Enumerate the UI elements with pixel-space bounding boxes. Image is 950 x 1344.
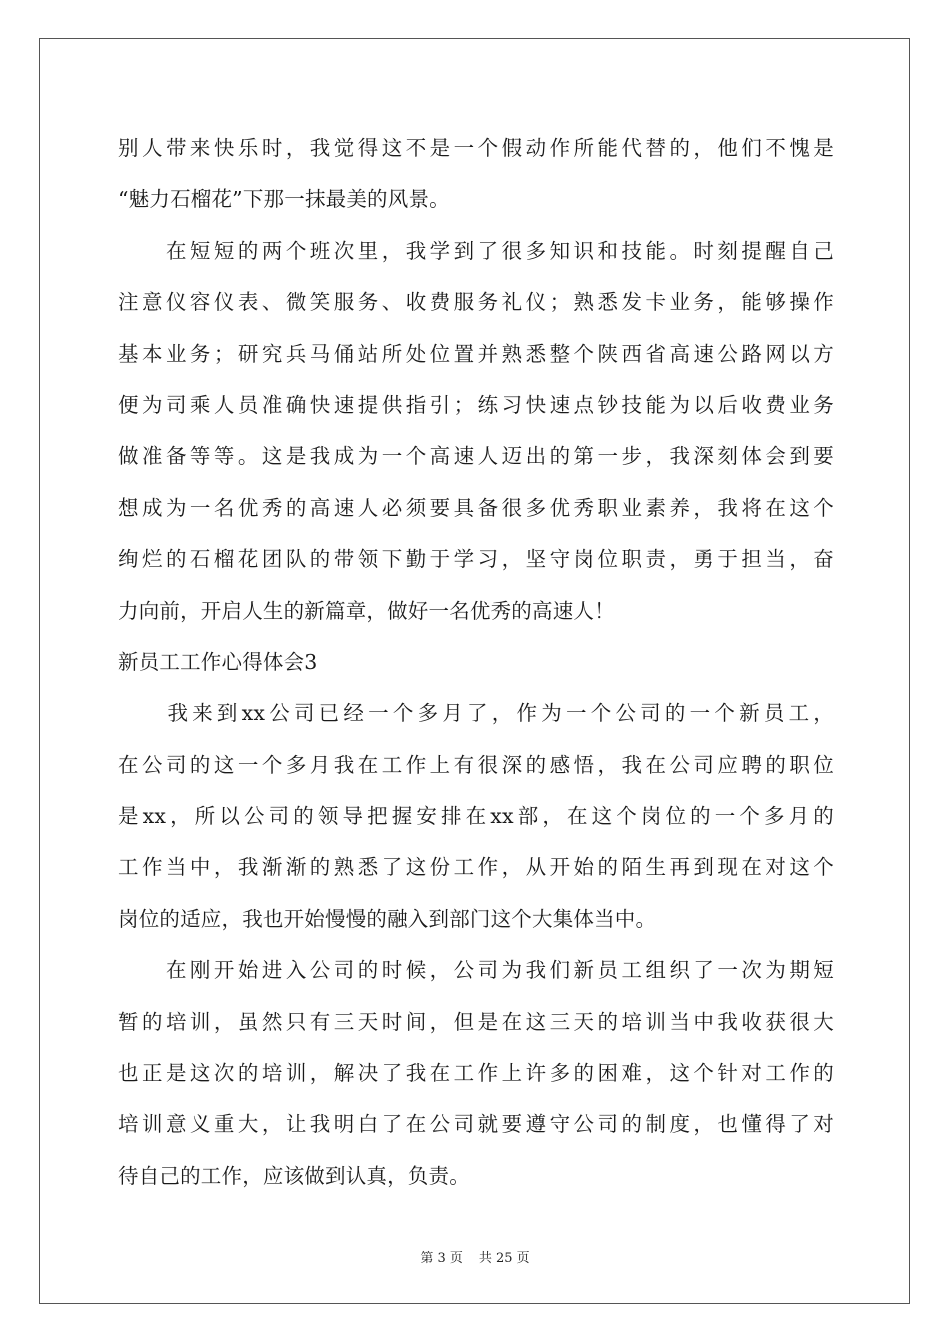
text-line: 做准备等等。这是我成为一个高速人迈出的第一步，我深刻体会到要 xyxy=(118,444,834,469)
page-footer xyxy=(0,1247,950,1266)
section-heading: 新员工工作心得体会3 xyxy=(118,649,318,674)
text-line: 绚烂的石榴花团队的带领下勤于学习，坚守岗位职责，勇于担当，奋 xyxy=(118,547,834,572)
text-line: 注意仪容仪表、微笑服务、收费服务礼仪；熟悉发卡业务，能够操作 xyxy=(118,290,834,315)
text-line: 是xx，所以公司的领导把握安排在xx部，在这个岗位的一个多月的 xyxy=(118,804,834,829)
text-line: “魅力石榴花”下那一抹最美的风景。 xyxy=(118,187,450,212)
text-line: 待自己的工作，应该做到认真，负责。 xyxy=(118,1163,470,1188)
text-line: 别人带来快乐时，我觉得这不是一个假动作所能代替的，他们不愧是 xyxy=(118,136,834,160)
text-line: 想成为一名优秀的高速人必须要具备很多优秀职业素养，我将在这个 xyxy=(118,495,834,520)
text-line: 基本业务；研究兵马俑站所处位置并熟悉整个陕西省高速公路网以方 xyxy=(118,341,834,366)
document-body xyxy=(118,128,834,1207)
text-line: 在短短的两个班次里，我学到了很多知识和技能。时刻提醒自己 xyxy=(118,238,834,263)
text-line: 便为司乘人员准确快速提供指引；练习快速点钞技能为以后收费业务 xyxy=(118,392,834,417)
text-line: 也正是这次的培训，解决了我在工作上许多的困难，这个针对工作的 xyxy=(118,1061,834,1086)
text-line: 在刚开始进入公司的时候，公司为我们新员工组织了一次为期短 xyxy=(118,958,834,983)
text-line: 工作当中，我渐渐的熟悉了这份工作，从开始的陌生再到现在对这个 xyxy=(118,855,834,880)
text-line: 岗位的适应，我也开始慢慢的融入到部门这个大集体当中。 xyxy=(118,906,657,931)
text-line: 暂的培训，虽然只有三天时间，但是在这三天的培训当中我收获很大 xyxy=(118,1009,834,1034)
text-line: 力向前，开启人生的新篇章，做好一名优秀的高速人！ xyxy=(118,598,615,623)
page-number: 第 3 页 xyxy=(420,1251,463,1266)
page-total: 共 25 页 xyxy=(478,1251,530,1266)
text-line: 培训意义重大，让我明白了在公司就要遵守公司的制度，也懂得了对 xyxy=(118,1112,834,1137)
text-line: 在公司的这一个多月我在工作上有很深的感悟，我在公司应聘的职位 xyxy=(118,752,834,777)
text-line: 我来到xx公司已经一个多月了，作为一个公司的一个新员工， xyxy=(118,701,834,726)
